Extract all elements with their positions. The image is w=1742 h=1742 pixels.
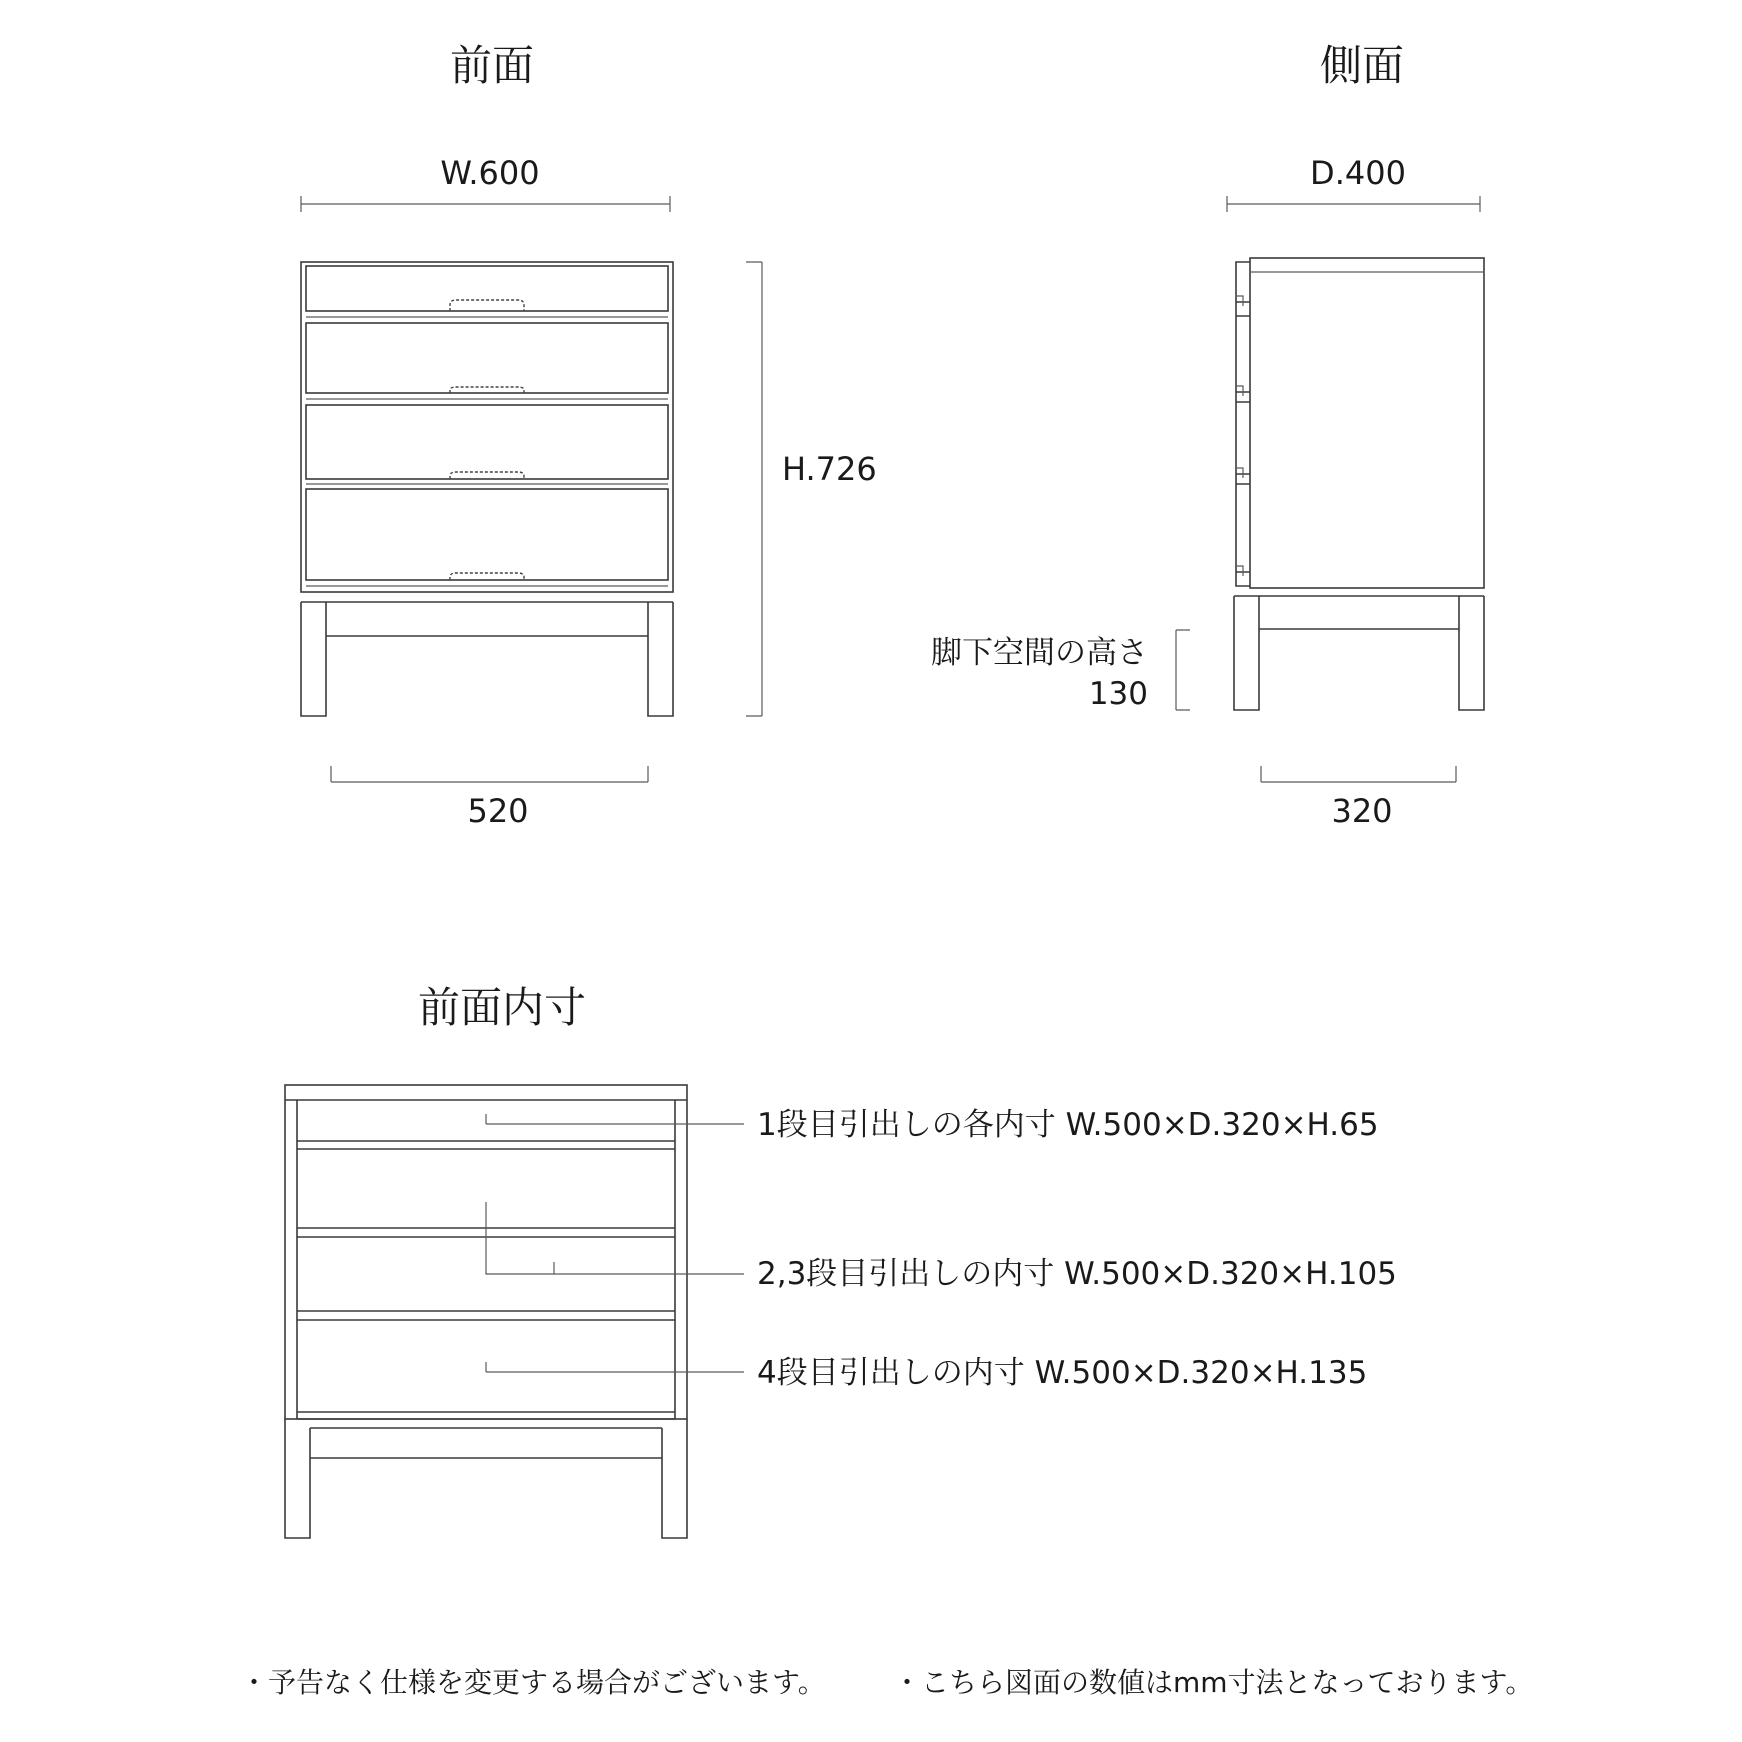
notes: [240, 1666, 1533, 1699]
front-handle-4: [450, 573, 524, 580]
side-leg-span-label: 320: [1331, 792, 1393, 830]
front-drawer-1: [306, 266, 668, 311]
front-drawer-4: [306, 489, 668, 580]
front-drawer-3: [306, 405, 668, 479]
side-handle-marks: [1236, 296, 1243, 576]
leader-drawer-4: [486, 1362, 744, 1372]
front-leg-span-dimension: [331, 766, 648, 782]
front-height-dimension: [746, 262, 762, 716]
front-view: [301, 41, 877, 830]
front-title: 前面: [449, 41, 535, 90]
front-leg-frame: [301, 602, 673, 716]
side-leg-space-dimension: [1176, 630, 1190, 710]
front-drawer-divider-lines: [306, 317, 668, 586]
side-leg-span-dimension: [1261, 766, 1456, 782]
inner-leg-frame: [285, 1419, 687, 1538]
inner-drawer-4-label: 4段目引出しの内寸 W.500×D.320×H.135: [757, 1355, 1368, 1391]
front-handle-1: [450, 300, 524, 311]
side-depth-dimension: [1227, 196, 1480, 212]
front-width-dimension: [301, 196, 670, 212]
side-leg-frame: [1234, 596, 1484, 710]
front-width-label: W.600: [440, 154, 540, 192]
side-carcass: [1250, 258, 1484, 588]
note-units-mm: ・こちら図面の数値はmm寸法となっております。: [893, 1666, 1534, 1699]
leader-drawer-23: [486, 1202, 744, 1274]
inner-drawer-1-label: 1段目引出しの各内寸 W.500×D.320×H.65: [757, 1107, 1379, 1143]
side-leg-space-value: 130: [1088, 676, 1148, 712]
front-leg-span-label: 520: [467, 792, 529, 830]
front-height-label: H.726: [782, 450, 877, 488]
inner-dividers: [297, 1141, 675, 1419]
side-title: 側面: [1319, 41, 1405, 90]
inner-drawer-23-label: 2,3段目引出しの内寸 W.500×D.320×H.105: [757, 1256, 1397, 1292]
leader-drawer-1: [486, 1114, 744, 1124]
front-handle-2: [450, 387, 524, 393]
side-view: [931, 41, 1484, 830]
side-drawer-fronts: [1236, 262, 1250, 586]
front-handle-3: [450, 472, 524, 479]
inner-title: 前面内寸: [417, 983, 587, 1032]
front-drawer-2: [306, 323, 668, 393]
inner-view: [285, 983, 1397, 1538]
note-spec-change: ・予告なく仕様を変更する場合がございます。: [240, 1666, 826, 1699]
side-leg-space-caption: 脚下空間の高さ: [931, 635, 1148, 671]
side-depth-label: D.400: [1310, 154, 1406, 192]
